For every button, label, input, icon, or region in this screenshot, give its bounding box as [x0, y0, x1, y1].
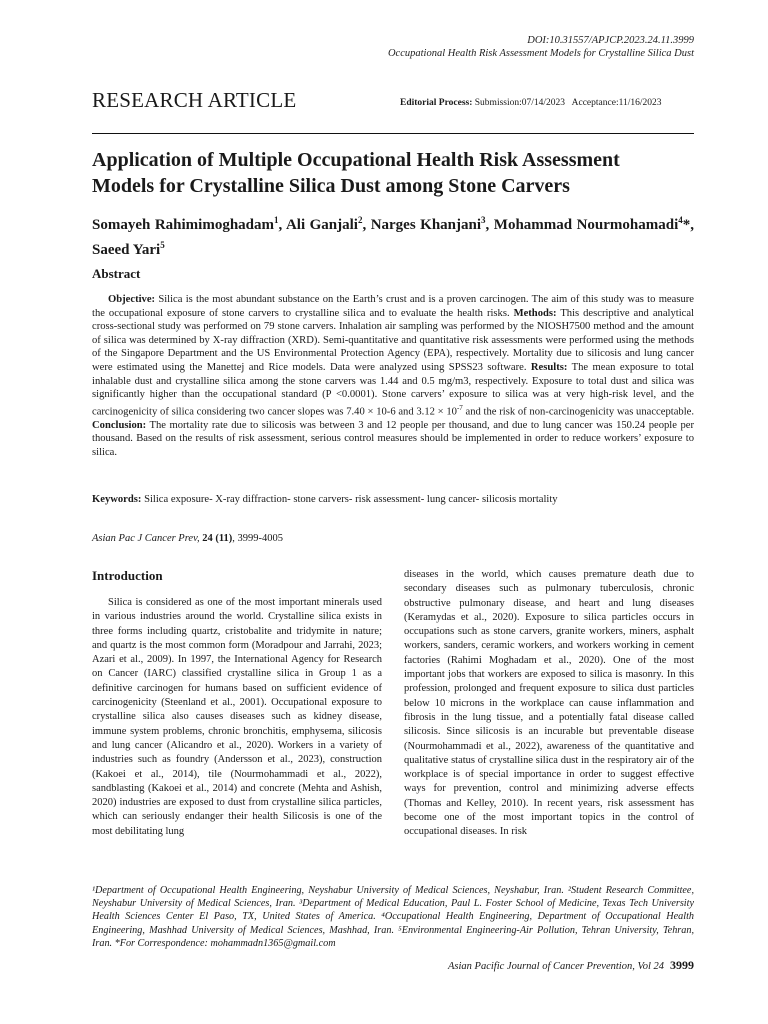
article-type: RESEARCH ARTICLE — [92, 88, 297, 112]
keywords-label: Keywords: — [92, 494, 142, 505]
introduction-left-text: Silica is considered as one of the most important minerals used in various industries around the world. Crystalline silica exists in three forms including quartz, cristobalite and tridymite in nature; and quartz is the most common form (Moradpour and Jarrahi, 2023; Azari et al., 2009). In 1997, the International Agency for Research on Cancer (IARC) classified crystalline silica in Group 1 as a definitive carcinogen for humans based on sufficient evidence of carcinogenicity (Steenland et al., 2001). Occupational exposure to crystalline silica also causes diseases such as kidney disease, immune system problems, chronic bronchitis, emphysema, silicosis and lung cancer (Alicandro et al., 2020). Workers in a variety of industries such as foundry (Andersson et al., 2023), construction (Kakoei et al., 2014), tile (Nourmohammadi et al., 2022), sandblasting (Kakoei et al., 2014) and concrete (Mehta and Ashish, 2020) industries are exposed to dust from crystalline silica particles, which can seriously endanger their health Silicosis is one of the most debilitating lung — [92, 597, 382, 837]
objective-label: Objective: — [108, 294, 156, 305]
running-title: Occupational Health Risk Assessment Models for Crystalline Silica Dust — [387, 48, 694, 59]
author-affiliation: 3 — [481, 215, 486, 225]
author-affiliation: 2 — [357, 215, 363, 225]
author-separator: , — [362, 217, 371, 233]
introduction-left-column — [92, 596, 382, 839]
keywords — [92, 494, 694, 505]
doi-text: DOI:10.31557/APJCP.2023.24.11.3999 — [527, 35, 694, 46]
citation-journal: Asian Pac J Cancer Prev, — [92, 533, 200, 544]
author-separator: *, — [682, 217, 695, 233]
title-line-1: Application of Multiple Occupational Health Risk Assessment — [92, 149, 620, 171]
objective-text: Silica is the most abundant substance on the Earth’s crust and is a proven carcinogen. The aim of this study was to measure the occupational exposure of stone carvers to crystalline silica and to evaluate the health risks. — [92, 294, 694, 319]
editorial-process — [400, 98, 662, 108]
results-text-2: and the risk of non-carcinogenicity was unacceptable. — [462, 406, 694, 418]
introduction-heading: Introduction — [92, 568, 163, 583]
header-rule — [92, 133, 694, 134]
introduction-right-column — [404, 568, 694, 840]
results-text: The mean exposure to total inhalable dust and crystalline silica among the stone carvers was 1.44 and 0.5 mg/m3, respectively. Exposure to total dust and silica was significantly higher than the occupational standard (P <0.0001). Stone carvers’ exposure to silica was at very high-risk level, and the carcinogenicity of silica considering two cancer slopes was 7.40 × 10-6 and 3.12 × 10 — [92, 361, 694, 418]
methods-label: Methods: — [513, 307, 557, 319]
page-footer — [448, 958, 694, 973]
keywords-text: Silica exposure- X-ray diffraction- stone carvers- risk assessment- lung cancer- silicosis mortality — [141, 494, 558, 505]
running-header — [388, 34, 694, 60]
article-title — [92, 147, 702, 199]
citation — [92, 533, 283, 544]
title-line-2: Models for Crystalline Silica Dust among Stone Carvers — [92, 175, 570, 197]
author-name: Ali Ganjali — [285, 217, 358, 233]
conclusion-label: Conclusion: — [92, 419, 147, 431]
footer-journal: Asian Pacific Journal of Cancer Prevention, Vol 24 — [448, 961, 664, 972]
author-separator: , — [278, 217, 286, 233]
author-affiliation: 5 — [160, 240, 165, 250]
author-name: Narges Khanjani — [370, 217, 482, 233]
results-exponent: -7 — [456, 403, 463, 412]
citation-volume: 24 (11) — [199, 533, 233, 544]
author-separator: , — [485, 217, 494, 233]
results-label: Results: — [530, 361, 568, 373]
introduction-right-text: diseases in the world, which causes premature death due to secondary diseases such as pulmonary tuberculosis, chronic obstructive pulmonary disease, and heart and lung diseases (Keramydas et al., 2020). Exposure to silica particles occurs in occupations such as stone carvers, granite workers, miners, asphalt workers, sanders, ceramic workers, and workers working in cement factories (Rahimi Moghadam et al., 2020). One of the most important jobs that workers are exposed to silica is masonry. In this profession, prolonged and frequent exposure to silica dust particles below 10 microns in the workplace can cause inflammation and fibrosis in the lung tissue, and a potentially fatal disease called silicosis. Since silicosis is an incurable but preventable disease (Nourmohammadi et al., 2022), awareness of the quantitative and qualitative status of crystalline silica dust in the respiratory air of the workplace is of special importance in order to suggest effective ways for prevention, control and minimizing adverse effects (Thomas and Kelley, 2010). In recent years, risk assessment has become one of the most important topics in the control of occupational diseases. In risk — [404, 569, 694, 838]
author-affiliation: 1 — [274, 215, 279, 225]
author-name: Somayeh Rahimimoghadam — [92, 217, 275, 233]
affiliations-footnote: ¹Department of Occupational Health Engineering, Neyshabur University of Medical Sciences, Neyshabur, Iran. ²Student Research Committee, Neyshabur University of Medical Sciences, Iran. ³Department of Medical Education, Paul L. Foster School of Medicine, Texas Tech University Health Sciences Center El Paso, TX, United States of America. ⁴Occupational Health Engineering, Department of Occupational Health Engineering, Mashhad University of Medical Sciences, Mashhad, Iran. ⁵Environmental Engineering-Air Pollution, Tehran University, Tehran, Iran. *For Correspondence: mohammadn1365@gmail.com — [92, 885, 694, 949]
abstract-heading: Abstract — [92, 266, 141, 281]
page-number: 3999 — [670, 958, 694, 972]
conclusion-text: The mortality rate due to silicosis was between 3 and 12 people per thousand, and due to lung cancer was 150.24 people per thousand. Based on the results of risk assessment, serious control measures should be implemented in order to reduce workers’ exposure to silica. — [92, 419, 694, 459]
citation-pages: , 3999-4005 — [232, 533, 284, 544]
author-affiliation: 4 — [678, 215, 683, 225]
methods-text: This descriptive and analytical cross-sectional study was performed on 79 stone carvers. Inhalation air sampling was performed by the NIOSH7500 method and the amount of silica was determined by X-ray diffraction (XRD). Semi-quantitative and quantitative risk assessments were performed using the methods of the Singapore Department and the US Environmental Protection Agency (EPA), respectively. Mortality due to silicosis and lung cancer were estimated using the Manettej and Rice models. Data were analyzed using SPSS23 software. — [92, 307, 694, 373]
abstract-body — [92, 293, 694, 460]
editorial-label: Editorial Process: — [400, 98, 473, 108]
author-list — [92, 210, 694, 260]
author-name: Mohammad Nourmohamadi — [493, 217, 679, 233]
submission-date: Submission:07/14/2023 — [474, 98, 566, 108]
acceptance-date: Acceptance:11/16/2023 — [571, 98, 662, 108]
author-name: Saeed Yari — [92, 242, 161, 258]
